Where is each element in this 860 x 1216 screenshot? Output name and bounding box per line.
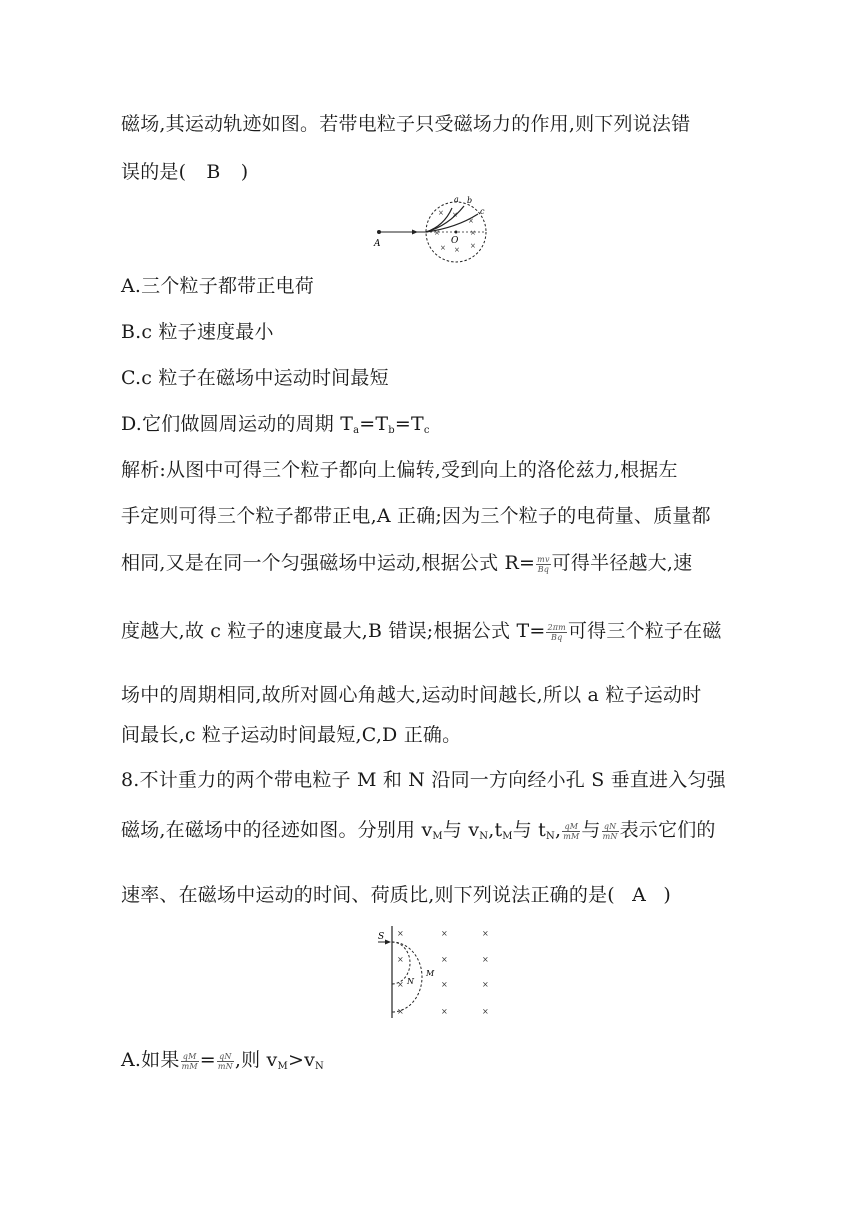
formula-T-fraction: $\frac{2\pi m}{Bq}$ <box>547 622 566 642</box>
svg-text:×: × <box>397 980 404 989</box>
label-A: A <box>374 239 381 249</box>
svg-text:×: × <box>397 1007 404 1016</box>
label-b: b <box>467 196 473 205</box>
charge-mass-ratio-M: $\frac{qM}{mM}$ <box>181 1051 198 1071</box>
q7-answer: B <box>206 161 221 183</box>
svg-text:×: × <box>441 1007 448 1016</box>
svg-text:×: × <box>452 211 458 219</box>
q7-option-b: B.c 粒子速度最小 <box>121 321 274 343</box>
q7-solution-line2: 手定则可得三个粒子都带正电,A 正确;因为三个粒子的电荷量、质量都 <box>121 505 711 527</box>
svg-text:×: × <box>482 955 489 964</box>
label-O: O <box>451 236 459 246</box>
svg-text:×: × <box>438 209 444 217</box>
svg-text:×: × <box>441 929 448 938</box>
point-A <box>377 230 381 234</box>
label-M: M <box>426 969 435 978</box>
field-cross-marks <box>397 929 489 1016</box>
q7-figure <box>368 190 508 266</box>
arrow-icon <box>385 940 391 945</box>
svg-text:×: × <box>470 242 476 250</box>
q8-stem-line3: 速率、在磁场中运动的时间、荷质比,则下列说法正确的是( A ) <box>121 884 671 906</box>
q7-solution-line1: 解析:从图中可得三个粒子都向上偏转,受到向上的洛伦兹力,根据左 <box>121 459 678 481</box>
svg-text:×: × <box>441 980 448 989</box>
svg-text:×: × <box>470 229 476 237</box>
q7-solution-line4: 度越大,故 c 粒子的速度最大,B 错误;根据公式 T= $\frac{2\pi m}{Bq}$ 可得三个粒子在磁 <box>121 620 722 642</box>
charge-mass-ratio-M: $\frac{qM}{mM}$ <box>563 821 580 841</box>
charge-mass-ratio-N: $\frac{qN}{mN}$ <box>217 1051 233 1071</box>
center-O <box>455 231 458 234</box>
svg-text:×: × <box>440 244 446 252</box>
q8-stem-line2: 磁场,在磁场中的径迹如图。分别用 $v_M$与 $v_N,t_M$与 $t_N$, $\frac{qM}{mM}$ 与 $\frac{qN}{mN}$ 表示它们的 <box>121 819 716 842</box>
formula-R-fraction: $\frac{mv}{Bq}$ <box>537 554 550 574</box>
svg-text:×: × <box>482 980 489 989</box>
q7-option-d: D.它们做圆周运动的周期 $T_a=T_b=T_c$ <box>121 413 430 436</box>
q7-option-c: C.c 粒子在磁场中运动时间最短 <box>121 367 389 389</box>
svg-text:×: × <box>454 246 460 254</box>
q8-stem-line1: 8.不计重力的两个带电粒子 M 和 N 沿同一方向经小孔 S 垂直进入匀强 <box>121 769 726 791</box>
svg-text:×: × <box>434 229 440 237</box>
q8-figure <box>370 922 500 1022</box>
q7-solution-line5: 场中的周期相同,故所对圆心角越大,运动时间越长,所以 a 粒子运动时 <box>121 684 702 706</box>
label-c: c <box>480 207 485 216</box>
arrow-icon <box>412 230 418 235</box>
q7-solution-line3: 相同,又是在同一个匀强磁场中运动,根据公式 R= $\frac{mv}{Bq}$ 可得半径越大,速 <box>121 552 693 574</box>
svg-text:×: × <box>482 929 489 938</box>
svg-text:×: × <box>397 929 404 938</box>
svg-text:×: × <box>482 1007 489 1016</box>
label-a: a <box>454 195 459 204</box>
charge-mass-ratio-N: $\frac{qN}{mN}$ <box>602 821 618 841</box>
svg-text:×: × <box>397 955 404 964</box>
q8-answer: A <box>632 884 647 906</box>
svg-text:×: × <box>441 955 448 964</box>
q7-stem-line2: 误的是( B ) <box>121 161 249 183</box>
label-N: N <box>407 977 414 986</box>
q7-stem-line1: 磁场,其运动轨迹如图。若带电粒子只受磁场力的作用,则下列说法错 <box>121 113 691 135</box>
svg-text:×: × <box>468 217 474 225</box>
q7-solution-line6: 间最长,c 粒子运动时间最短,C,D 正确。 <box>121 724 462 746</box>
label-S: S <box>378 932 385 942</box>
q7-option-a: A.三个粒子都带正电荷 <box>121 275 314 297</box>
q8-option-a: A.如果 $\frac{qM}{mM}$ = $\frac{qN}{mN}$ ,则 $v_M>v_N$ <box>121 1049 324 1072</box>
